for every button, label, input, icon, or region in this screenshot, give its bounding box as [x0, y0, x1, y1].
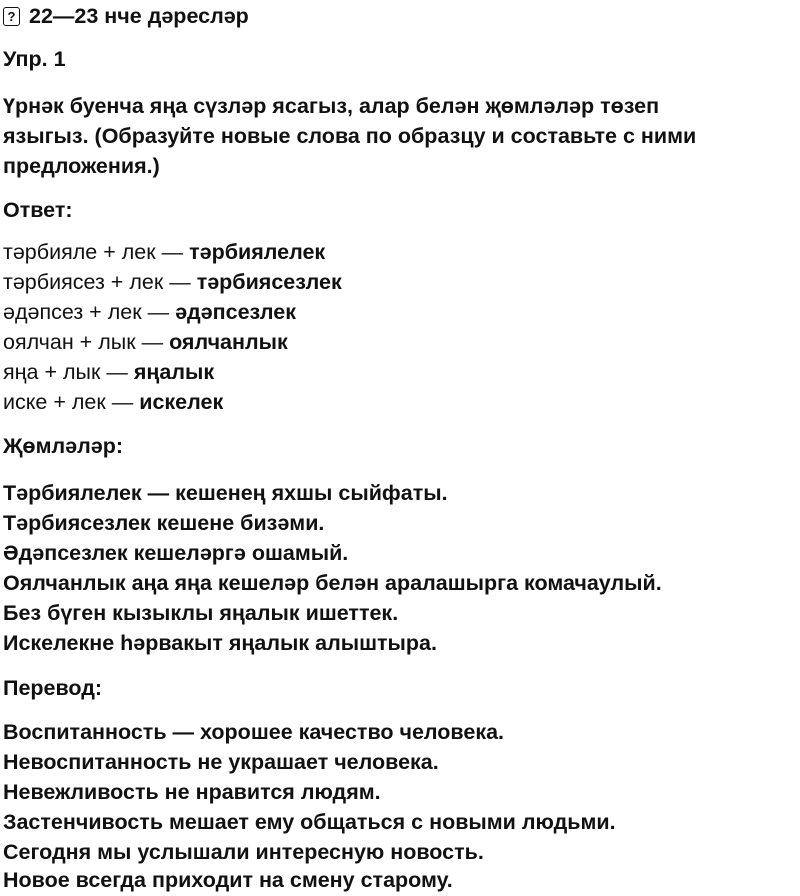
sentence-item: Оялчанлык аңа яңа кешеләр белән аралашырга комачаулый. [3, 571, 662, 595]
translation-item: Сегодня мы услышали интересную новость. [3, 840, 484, 864]
sentences-heading: Җөмләләр: [3, 434, 123, 458]
translation-item: Воспитанность — хорошее качество человека. [3, 720, 505, 744]
exercise-label: Упр. 1 [3, 47, 66, 71]
answer-result: әдәпсезлек [175, 300, 297, 324]
answer-row [3, 328, 288, 356]
instruction-line-3: предложения.) [3, 154, 160, 178]
sentence-item: Искелекне һәрвакыт яңалык алыштыра. [3, 631, 437, 655]
sentence-item: Тәрбиясезлек кешене бизәми. [3, 511, 325, 535]
question-box-icon[interactable]: ? [3, 7, 20, 26]
answer-source: яңа + лык — [3, 360, 134, 384]
answer-row [3, 268, 342, 296]
answer-result: яңалык [133, 360, 215, 384]
answer-result: оялчанлык [169, 330, 288, 354]
sentence-item: Без бүген кызыклы яңалык ишеттек. [3, 601, 399, 625]
translation-item: Новое всегда приходит на смену старому. [3, 868, 453, 892]
answer-source: тәрбияле + лек — [3, 240, 190, 264]
answer-row [3, 298, 296, 326]
answer-row [3, 238, 325, 266]
instruction-line-1: Үрнәк буенча яңа сүзләр ясагыз, алар белән җөмләләр төзеп [3, 94, 660, 118]
instruction-line-2: языгыз. (Образуйте новые слова по образцу и составьте с ними [3, 124, 697, 148]
lesson-title: 22—23 нче дәресләр [29, 4, 249, 28]
answer-source: тәрбиясез + лек — [3, 270, 197, 294]
answer-source: иске + лек — [3, 390, 140, 414]
answer-row [3, 358, 214, 386]
translation-item: Невоспитанность не украшает человека. [3, 750, 439, 774]
sentence-item: Тәрбиялелек — кешенең яхшы сыйфаты. [3, 481, 448, 505]
page-title [3, 2, 249, 30]
answer-source: әдәпсез + лек — [3, 300, 176, 324]
answer-heading: Ответ: [3, 198, 73, 222]
translation-item: Застенчивость мешает ему общаться с новыми людьми. [3, 810, 616, 834]
answer-result: тәрбиясезлек [196, 270, 342, 294]
translation-heading: Перевод: [3, 676, 103, 700]
answer-source: оялчан + лык — [3, 330, 170, 354]
answer-row [3, 388, 223, 416]
answer-result: искелек [139, 390, 224, 414]
answer-result: тәрбиялелек [189, 240, 326, 264]
translation-item: Невежливость не нравится людям. [3, 780, 381, 804]
sentence-item: Әдәпсезлек кешеләргә ошамый. [3, 541, 349, 565]
